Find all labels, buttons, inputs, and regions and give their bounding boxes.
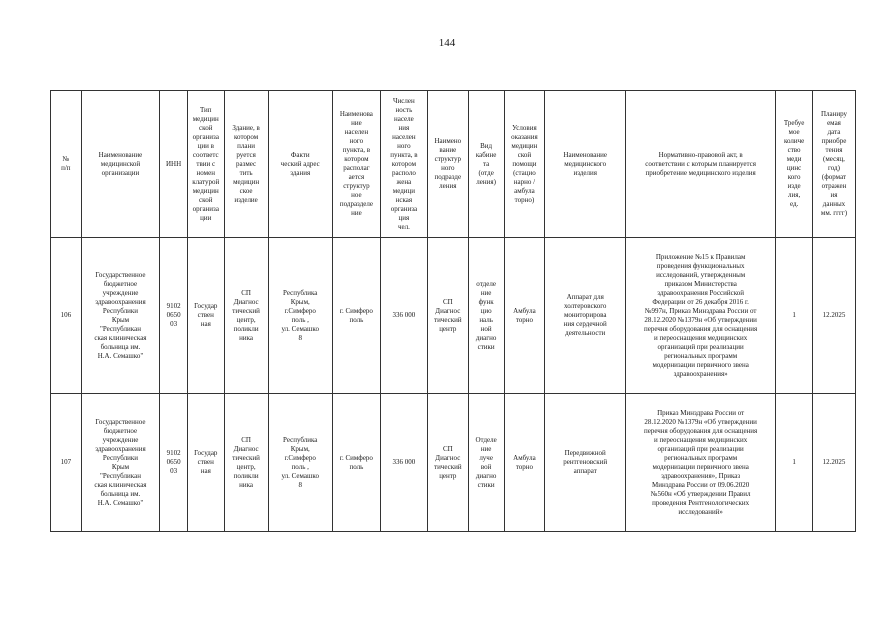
cell-inn: 9102 0650 03 — [160, 394, 188, 532]
cell-device-name: Аппарат для холтеровского мониторирова ния сердечной деятельности — [545, 238, 626, 394]
cell-subdivision: СП Диагнос тический центр — [427, 394, 468, 532]
cell-purchase-date: 12.2025 — [812, 238, 855, 394]
header-cell-org-type: Тип медицин ской организа ции в соответс твии с номен клатурой медицин ской организа ции — [187, 91, 224, 238]
cell-building: СП Диагнос тический центр, поликли ника — [224, 238, 268, 394]
cell-population: 336 000 — [380, 394, 427, 532]
table-row — [51, 238, 856, 394]
cell-device-name: Передвижной рентгеновский аппарат — [545, 394, 626, 532]
header-cell-purchase-date: Планиру емая дата приобре тения (месяц, год) (формат отражен ия данных мм. гггг) — [812, 91, 855, 238]
header-cell-device-name: Наименование медицинского изделия — [545, 91, 626, 238]
cell-building: СП Диагнос тический центр, поликли ника — [224, 394, 268, 532]
page-number: 144 — [438, 37, 456, 49]
cell-address: Республика Крым, г.Симферо поль , ул. Семашко 8 — [268, 238, 332, 394]
cell-number: 107 — [51, 394, 82, 532]
cell-subdivision: СП Диагнос тический центр — [427, 238, 468, 394]
header-cell-organization: Наименование медицинской организации — [81, 91, 160, 238]
header-cell-care-conditions: Условия оказания медицин ской помощи (стацио нарно / амбула торно) — [504, 91, 545, 238]
cell-settlement: г. Симферо поль — [332, 238, 380, 394]
header-cell-inn: ИНН — [160, 91, 188, 238]
header-cell-legal-act: Нормативно-правовой акт, в соответствии с которым планируется приобретение медицинского изделия — [626, 91, 776, 238]
cell-purchase-date: 12.2025 — [812, 394, 855, 532]
cell-org-type: Государ ствен ная — [187, 394, 224, 532]
cell-number: 106 — [51, 238, 82, 394]
equipment-table — [50, 90, 856, 532]
cell-organization: Государственное бюджетное учреждение здравоохранения Республики Крым "Республикан ская клиническая больница им. Н.А. Семашко" — [81, 238, 160, 394]
cell-settlement: г. Симферо поль — [332, 394, 380, 532]
cell-cabinet-type: отделе ние функ цио наль ной диагно стики — [468, 238, 504, 394]
header-cell-quantity: Требуе мое количе ство меди цинс кого изде лия, ед. — [776, 91, 813, 238]
cell-org-type: Государ ствен ная — [187, 238, 224, 394]
cell-address: Республика Крым, г.Симферо поль , ул. Семашко 8 — [268, 394, 332, 532]
cell-care-conditions: Амбула торно — [504, 394, 545, 532]
header-cell-subdivision: Наимено вание структур ного подразде ления — [427, 91, 468, 238]
header-cell-number: № п/п — [51, 91, 82, 238]
header-cell-building: Здание, в котором плани руется размес тить медицин ское изделие — [224, 91, 268, 238]
cell-inn: 9102 0650 03 — [160, 238, 188, 394]
header-cell-cabinet-type: Вид кабине та (отде ления) — [468, 91, 504, 238]
table-header-row — [51, 91, 856, 238]
cell-quantity: 1 — [776, 238, 813, 394]
header-cell-population: Числен ность населе ния населен ного пункта, в котором располо жена медици нская организа ция чел. — [380, 91, 427, 238]
table-row — [51, 394, 856, 532]
header-cell-address: Факти ческий адрес здания — [268, 91, 332, 238]
cell-legal-act: Приложение №15 к Правилам проведения функциональных исследований, утвержденным приказом Министерства здравоохранения Российской Федерации от 26 декабря 2016 г. №997н, Приказ Минздрава России от 28.12.2020 №1379н «Об утверждении перечня оборудования для оснащения и переоснащения медицинских организаций при реализации региональных программ модернизации первичного звена здравоохранения» — [626, 238, 776, 394]
cell-quantity: 1 — [776, 394, 813, 532]
cell-care-conditions: Амбула торно — [504, 238, 545, 394]
cell-organization: Государственное бюджетное учреждение здравоохранения Республики Крым "Республикан ская клиническая больница им. Н.А. Семашко" — [81, 394, 160, 532]
cell-legal-act: Приказ Минздрава России от 28.12.2020 №1379н «Об утверждении перечня оборудования для оснащения и переоснащения медицинских организаций при реализации региональных программ модернизации первичного звена здравоохранения», Приказ Минздрава России от 09.06.2020 №560н «Об утверждении Правил проведения Рентгенологических исследований» — [626, 394, 776, 532]
cell-population: 336 000 — [380, 238, 427, 394]
cell-cabinet-type: Отделе ние луче вой диагно стики — [468, 394, 504, 532]
header-cell-settlement: Наименова ние населен ного пункта, в котором располаг ается структур ное подразделе ние — [332, 91, 380, 238]
